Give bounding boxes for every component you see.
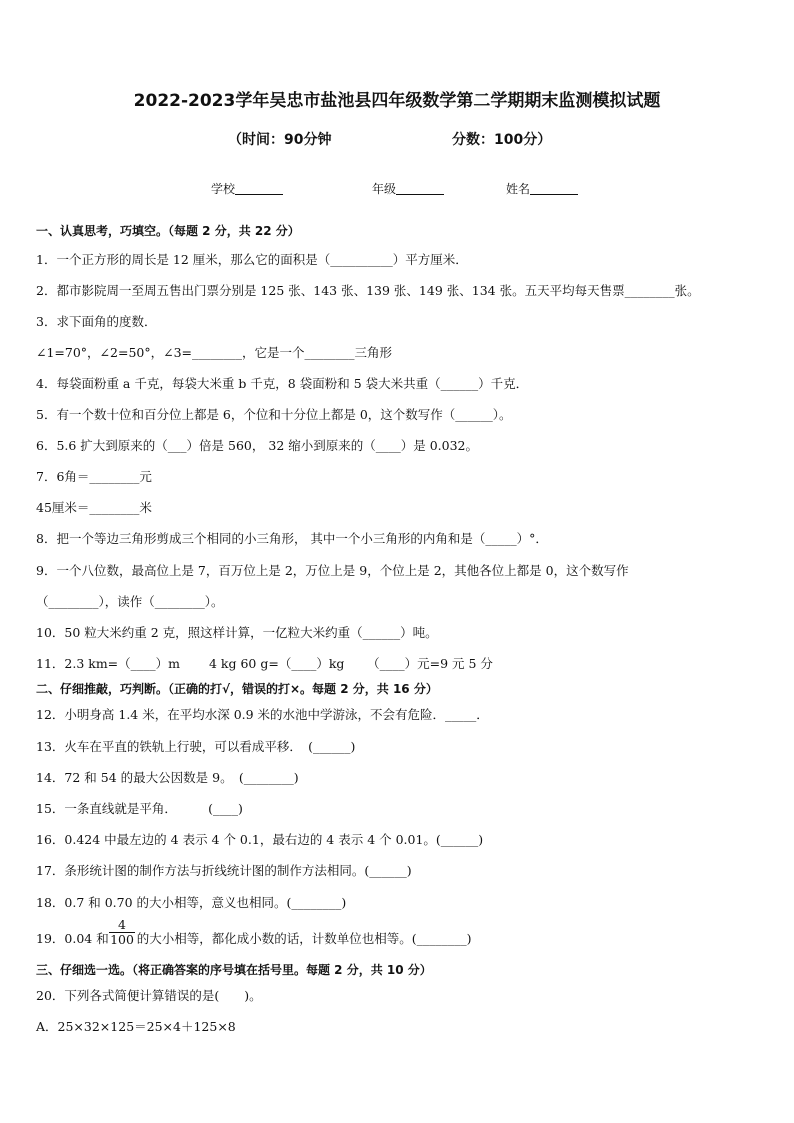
question-3: 3．求下面角的度数．: [36, 314, 157, 329]
question-4: 4．每袋面粉重 a 千克，每袋大米重 b 千克，8 袋面粉和 5 袋大米共重（______）千克．: [36, 376, 529, 391]
section-1-heading: 一、认真思考，巧填空。（每题 2 分，共 22 分）: [36, 224, 300, 238]
section-3-heading: 三、仔细选一选。（将正确答案的序号填在括号里。每题 2 分，共 10 分）: [36, 963, 432, 977]
school-field[interactable]: [211, 180, 283, 197]
fraction-4-over-100: [109, 918, 135, 947]
question-2: 2．都市影院周一至周五售出门票分别是 125 张、143 张、139 张、149 张、134 张。五天平均每天售票________张。: [36, 283, 700, 298]
question-19-prefix: 19．0.04 和: [36, 931, 109, 946]
question-15: 15．一条直线就是平角． (____): [36, 801, 243, 816]
question-6: 6．5.6 扩大到原来的（___）倍是 560， 32 缩小到原来的（____）是 0.032。: [36, 438, 478, 453]
grade-label: 年级: [372, 182, 397, 196]
question-20-option-a: A．25×32×125＝25×4＋125×8: [36, 1019, 236, 1034]
section-2-heading: 二、仔细推敲，巧判断。（正确的打√，错误的打×。每题 2 分，共 16 分）: [36, 682, 438, 696]
question-7-part-2: 45厘米＝________米: [36, 500, 152, 515]
question-19: [36, 931, 471, 947]
question-11: 11．2.3 km=（____）m 4 kg 60 g=（____）kg （____）元=9 元 5 分: [36, 656, 493, 671]
school-blank[interactable]: [235, 182, 283, 195]
question-5: 5．有一个数十位和百分位上都是 6，个位和十分位上都是 0，这个数写作（______）。: [36, 407, 512, 422]
question-17: 17．条形统计图的制作方法与折线统计图的制作方法相同。(______): [36, 863, 412, 878]
question-18: 18．0.7 和 0.70 的大小相等，意义也相同。(________): [36, 895, 347, 910]
school-label: 学校: [211, 182, 236, 196]
question-1: 1．一个正方形的周长是 12 厘米，那么它的面积是（__________）平方厘米．: [36, 252, 468, 267]
question-7: 7．6角＝________元: [36, 469, 152, 484]
time-label: （时间：90分钟: [228, 132, 332, 148]
question-20: 20．下列各式简便计算错误的是( )。: [36, 988, 262, 1003]
fraction-numerator: 4: [109, 918, 135, 933]
question-3-detail: ∠1=70°，∠2=50°，∠3=________，它是一个________三角形: [36, 345, 393, 360]
name-field[interactable]: [506, 180, 578, 197]
question-9: 9．一个八位数，最高位上是 7，百万位上是 2，万位上是 9，个位上是 2，其他各位上都是 0，这个数写作: [36, 563, 629, 578]
score-label: 分数：100分）: [452, 132, 552, 148]
page-title: 2022-2023学年吴忠市盐池县四年级数学第二学期期末监测模拟试题: [133, 91, 661, 111]
question-12: 12．小明身高 1.4 米，在平均水深 0.9 米的水池中学游泳，不会有危险．_____．: [36, 707, 489, 722]
question-13: 13．火车在平直的铁轨上行驶，可以看成平移． (______): [36, 739, 356, 754]
name-label: 姓名: [506, 182, 531, 196]
fraction-denominator: 100: [110, 932, 134, 947]
question-10: 10．50 粒大米约重 2 克，照这样计算，一亿粒大米约重（______）吨。: [36, 625, 438, 640]
question-8: 8．把一个等边三角形剪成三个相同的小三角形， 其中一个小三角形的内角和是（_____）°．: [36, 531, 548, 546]
question-14: 14．72 和 54 的最大公因数是 9。 (________): [36, 770, 299, 785]
grade-blank[interactable]: [396, 182, 444, 195]
question-19-suffix: 的大小相等，都化成小数的话，计数单位也相等。(________): [136, 931, 472, 946]
name-blank[interactable]: [530, 182, 578, 195]
question-9-cont: （________），读作（________）。: [36, 594, 224, 609]
grade-field[interactable]: [372, 180, 444, 197]
question-16: 16．0.424 中最左边的 4 表示 4 个 0.1，最右边的 4 表示 4 个 0.01。(______): [36, 832, 484, 847]
